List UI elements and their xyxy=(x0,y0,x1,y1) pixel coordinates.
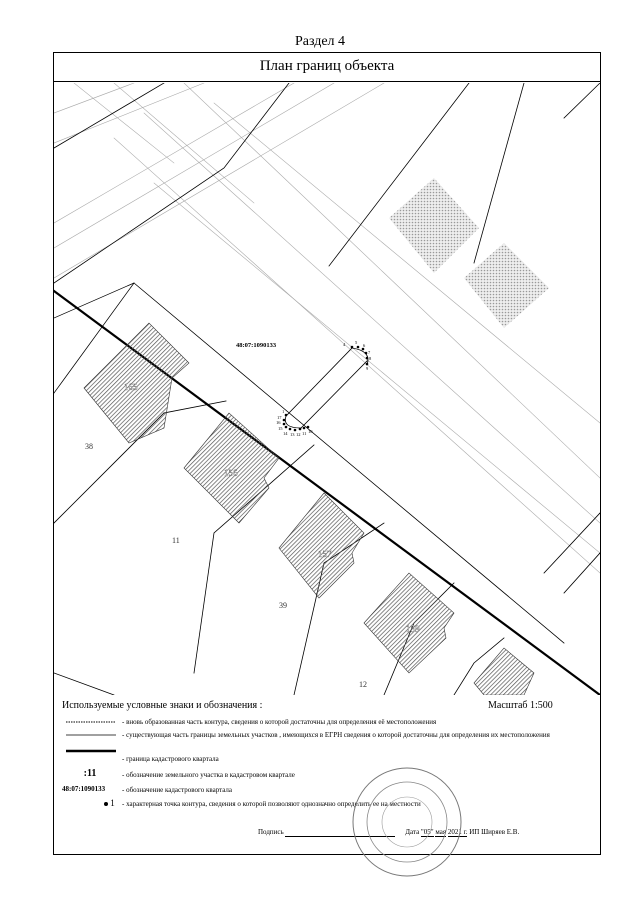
quarter-label: 48:07:1090133 xyxy=(236,342,277,349)
point-label: 11 xyxy=(302,431,307,436)
point-label: 7 xyxy=(368,350,371,355)
legend-item-quarter-boundary: - граница кадастрового квартала xyxy=(122,755,219,763)
building-label: 156 xyxy=(224,468,238,478)
legend-symbol-point xyxy=(104,798,115,808)
legend-item-existing-boundary: - существующая часть границы земельных участков , имеющихся в ЕГРН сведения о которой достаточны для определения их местоположения xyxy=(122,731,550,739)
point-label: 13 xyxy=(290,432,295,437)
legend-symbol-quarter: 48:07:1090133 xyxy=(62,785,106,793)
point-label: 12 xyxy=(296,432,301,437)
point-label: 17 xyxy=(277,415,282,420)
building-label: 159 xyxy=(406,624,420,634)
new-contour xyxy=(285,348,368,428)
legend-title: Используемые условные знаки и обозначения : xyxy=(62,700,263,711)
point-label: 14 xyxy=(283,431,288,436)
legend-symbol-parcel: :11 xyxy=(83,768,97,779)
point-label: 5 xyxy=(355,340,358,345)
parcel-label: 11 xyxy=(172,536,180,545)
buildings xyxy=(84,178,549,695)
legend-item-parcel: - обозначение земельного участка в кадастровом квартале xyxy=(122,771,295,779)
signer-name: ИП Ширяев Е.В. xyxy=(469,828,520,836)
boundary-plan-map xyxy=(54,83,600,695)
point-label: 9 xyxy=(366,366,369,371)
signature-label: Подпись xyxy=(258,828,284,836)
point-label: 1 xyxy=(282,409,285,414)
parcel-label: 39 xyxy=(279,601,287,610)
legend-point-number: 1 xyxy=(110,798,115,808)
building-label: 157 xyxy=(318,549,332,559)
company-seal-stamp xyxy=(350,765,465,880)
parcel-label: 12 xyxy=(359,680,367,689)
point-label: 4 xyxy=(343,342,346,347)
legend-item-point: - характерная точка контура, сведения о которой позволяют однозначно определить ее на местности xyxy=(122,800,421,808)
parcel-label: 38 xyxy=(85,442,93,451)
scale-label: Масштаб 1:500 xyxy=(488,700,553,711)
point-label: 15 xyxy=(278,426,283,431)
building-label: 165 xyxy=(124,382,138,392)
point-label: 16 xyxy=(276,420,281,425)
point-dot-icon xyxy=(104,802,108,806)
legend-item-quarter: - обозначение кадастрового квартала xyxy=(122,786,233,794)
plan-title: План границ объекта xyxy=(53,52,601,82)
date-month: мая xyxy=(435,828,447,836)
section-title: Раздел 4 xyxy=(294,34,346,49)
point-label: 6 xyxy=(363,343,366,348)
point-label: 8 xyxy=(369,356,372,361)
date-prefix: Дата xyxy=(405,828,420,836)
date-day: "05" xyxy=(420,828,434,836)
legend-item-new-contour: - вновь образованная часть контура, сведения о которой достаточны для определения её местоположения xyxy=(122,718,437,726)
date-year: 2021 г. xyxy=(447,828,468,836)
legend-line-symbols xyxy=(64,717,118,767)
point-label: 10 xyxy=(308,429,313,434)
